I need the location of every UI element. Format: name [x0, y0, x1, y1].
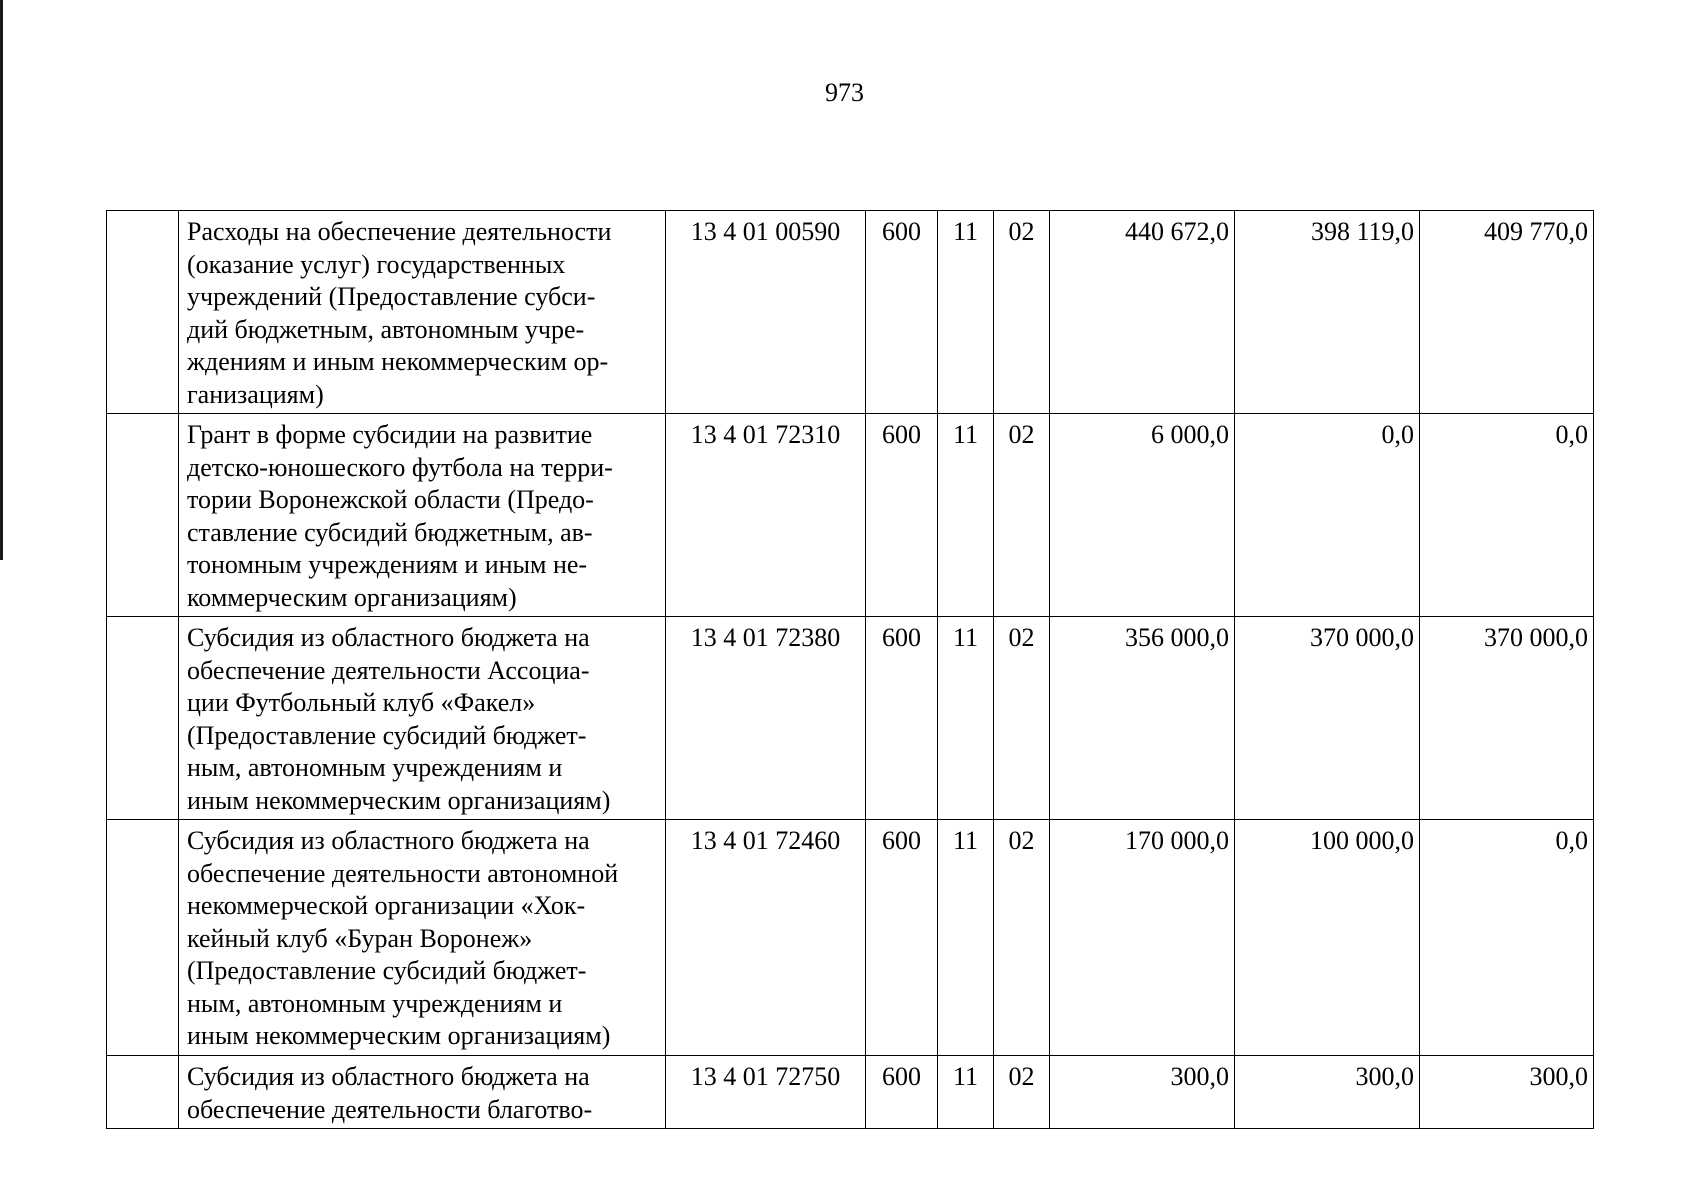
description-line: ждениям и иным некоммерческим ор-	[187, 347, 609, 376]
description-line: детско-юношеского футбола на терри-	[187, 452, 613, 482]
row-number-cell	[107, 211, 179, 414]
description-cell	[179, 414, 666, 617]
expense-type-cell: 600	[866, 414, 938, 617]
section-cell: 11	[938, 820, 994, 1056]
section-cell: 11	[938, 211, 994, 414]
expense-type-cell: 600	[866, 820, 938, 1056]
description-line: обеспечение деятельности автономной	[187, 858, 619, 888]
table-row	[107, 820, 1594, 1056]
expense-type-cell: 600	[866, 211, 938, 414]
subsection-cell: 02	[994, 211, 1050, 414]
amount-year3-cell: 0,0	[1420, 820, 1594, 1056]
description-cell	[179, 1056, 666, 1129]
description-line: тории Воронежской области (Предо-	[187, 485, 594, 514]
description-line: коммерческим организациям)	[187, 582, 517, 612]
description-line: дий бюджетным, автономным учре-	[187, 314, 585, 344]
amount-year3-cell: 0,0	[1420, 414, 1594, 617]
row-number-cell	[107, 414, 179, 617]
table-body	[107, 211, 1594, 1129]
description-line: (оказание услуг) государственных	[187, 249, 566, 279]
section-cell: 11	[938, 414, 994, 617]
description-line: Грант в форме субсидии на развитие	[187, 420, 593, 449]
expense-type-cell: 600	[866, 1056, 938, 1129]
page-number: 973	[825, 78, 864, 107]
description-line: Расходы на обеспечение деятельности	[187, 217, 612, 246]
amount-year1-cell: 170 000,0	[1050, 820, 1235, 1056]
description-line: ным, автономным учреждениям и	[187, 988, 563, 1018]
amount-year1-cell: 440 672,0	[1050, 211, 1235, 414]
table-row	[107, 1056, 1594, 1129]
description-line: (Предоставление субсидий бюджет-	[187, 956, 587, 985]
budget-table	[106, 210, 1594, 1129]
description-cell	[179, 211, 666, 414]
subsection-cell: 02	[994, 414, 1050, 617]
description-line: (Предоставление субсидий бюджет-	[187, 720, 587, 750]
section-cell: 11	[938, 1056, 994, 1129]
description-cell	[179, 820, 666, 1056]
description-cell	[179, 617, 666, 820]
subsection-cell: 02	[994, 1056, 1050, 1129]
target-code-cell: 13 4 01 72380	[666, 617, 866, 820]
target-code-cell: 13 4 01 72310	[666, 414, 866, 617]
description-line: кейный клуб «Буран Воронеж»	[187, 923, 533, 953]
amount-year1-cell: 6 000,0	[1050, 414, 1235, 617]
amount-year2-cell: 370 000,0	[1235, 617, 1420, 820]
row-number-cell	[107, 820, 179, 1056]
description-line: Субсидия из областного бюджета на	[187, 623, 590, 652]
amount-year2-cell: 300,0	[1235, 1056, 1420, 1129]
amount-year2-cell: 0,0	[1235, 414, 1420, 617]
target-code-cell: 13 4 01 00590	[666, 211, 866, 414]
description-line: тономным учреждениям и иным не-	[187, 550, 588, 579]
description-line: ганизациям)	[187, 379, 324, 409]
description-line: иным некоммерческим организациям)	[187, 1021, 611, 1050]
description-line: некоммерческой организации «Хок-	[187, 891, 586, 920]
row-number-cell	[107, 617, 179, 820]
table-row	[107, 617, 1594, 820]
target-code-cell: 13 4 01 72460	[666, 820, 866, 1056]
subsection-cell: 02	[994, 617, 1050, 820]
section-cell: 11	[938, 617, 994, 820]
amount-year3-cell: 370 000,0	[1420, 617, 1594, 820]
description-line: ставление субсидий бюджетным, ав-	[187, 517, 593, 547]
description-line: обеспечение деятельности благотво-	[187, 1094, 593, 1124]
description-line: Субсидия из областного бюджета на	[187, 826, 590, 855]
description-line: ным, автономным учреждениям и	[187, 753, 563, 782]
table-row	[107, 414, 1594, 617]
target-code-cell: 13 4 01 72750	[666, 1056, 866, 1129]
amount-year2-cell: 398 119,0	[1235, 211, 1420, 414]
description-line: Субсидия из областного бюджета на	[187, 1062, 590, 1091]
amount-year2-cell: 100 000,0	[1235, 820, 1420, 1056]
expense-type-cell: 600	[866, 617, 938, 820]
description-line: обеспечение деятельности Ассоциа-	[187, 655, 590, 685]
amount-year3-cell: 409 770,0	[1420, 211, 1594, 414]
table-row	[107, 211, 1594, 414]
description-line: ции Футбольный клуб «Факел»	[187, 688, 536, 717]
description-line: учреждений (Предоставление субси-	[187, 282, 596, 311]
description-line: иным некоммерческим организациям)	[187, 785, 611, 815]
row-number-cell	[107, 1056, 179, 1129]
amount-year1-cell: 356 000,0	[1050, 617, 1235, 820]
subsection-cell: 02	[994, 820, 1050, 1056]
amount-year3-cell: 300,0	[1420, 1056, 1594, 1129]
amount-year1-cell: 300,0	[1050, 1056, 1235, 1129]
